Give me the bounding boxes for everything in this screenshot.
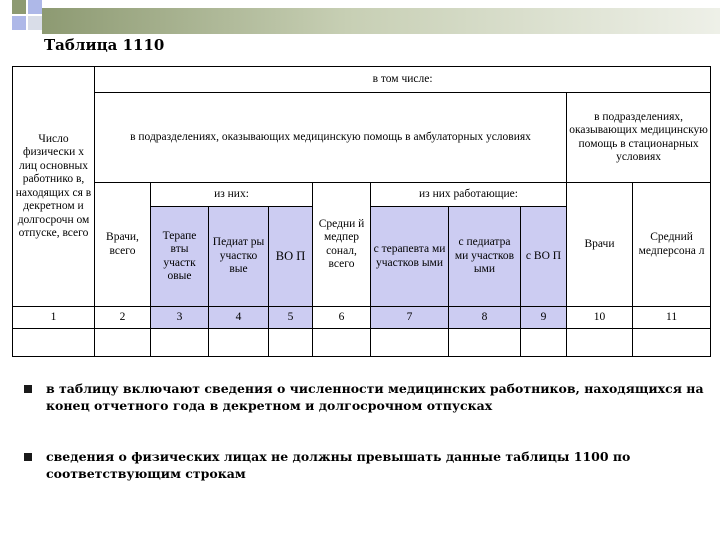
data-cell (633, 329, 711, 357)
col-number: 1 (13, 307, 95, 329)
col-number: 11 (633, 307, 711, 329)
header-gp: ВО П (269, 207, 313, 307)
bullet-text: сведения о физических лицах не должны превышать данные таблицы 1100 по соответствующим строкам (46, 449, 631, 481)
col-number: 3 (151, 307, 209, 329)
data-cell (151, 329, 209, 357)
data-cell (371, 329, 449, 357)
header-with-pediatricians: с педиатра ми участков ыми (449, 207, 521, 307)
data-cell (449, 329, 521, 357)
col-number: 7 (371, 307, 449, 329)
data-cell (313, 329, 371, 357)
staff-table (12, 66, 711, 357)
notes (24, 380, 704, 482)
header-bar (42, 8, 720, 34)
decor-square (28, 16, 42, 30)
header-with-therapists: с терапевта ми участков ыми (371, 207, 449, 307)
header-of-them: из них: (151, 183, 313, 207)
bullet-square-icon (24, 453, 32, 461)
data-cell (269, 329, 313, 357)
bullet-item (24, 380, 704, 414)
decor-square (12, 0, 26, 14)
col-number: 4 (209, 307, 269, 329)
col-number: 2 (95, 307, 151, 329)
data-cell (209, 329, 269, 357)
header-doctors: Врачи (567, 183, 633, 307)
col-number: 6 (313, 307, 371, 329)
data-cell (567, 329, 633, 357)
header-doctors-total: Врачи, всего (95, 183, 151, 307)
data-cell (13, 329, 95, 357)
decor-square (12, 16, 26, 30)
header-pediatricians: Педиат ры участко вые (209, 207, 269, 307)
page-title: Таблица 1110 (44, 36, 165, 54)
col-number: 10 (567, 307, 633, 329)
decor-square (28, 0, 42, 14)
header-with-gp: с ВО П (521, 207, 567, 307)
data-cell (95, 329, 151, 357)
header-nurses: Средни й медпер сонал, всего (313, 183, 371, 307)
header-therapists: Терапе вты участк овые (151, 207, 209, 307)
col-number: 5 (269, 307, 313, 329)
bullet-text: в таблицу включают сведения о численности медицинских работников, находящихся на конец отчетного года в декретном и долгосрочном отпусках (46, 381, 704, 413)
bullet-square-icon (24, 385, 32, 393)
header-working-of-them: из них работающие: (371, 183, 567, 207)
data-cell (521, 329, 567, 357)
col-number: 9 (521, 307, 567, 329)
header-stationary: в подразделениях, оказывающих медицинскую помощь в стационарных условиях (567, 93, 711, 183)
header-col1: Число физически х лиц основных работнико в, находящих ся в декретном и долгосрочн ом отпуске, всего (13, 67, 95, 307)
bullet-item (24, 448, 704, 482)
header-incl: в том числе: (95, 67, 711, 93)
col-number: 8 (449, 307, 521, 329)
header-mid-staff: Средний медперсона л (633, 183, 711, 307)
header-ambulatory: в подразделениях, оказывающих медицинскую помощь в амбулаторных условиях (95, 93, 567, 183)
